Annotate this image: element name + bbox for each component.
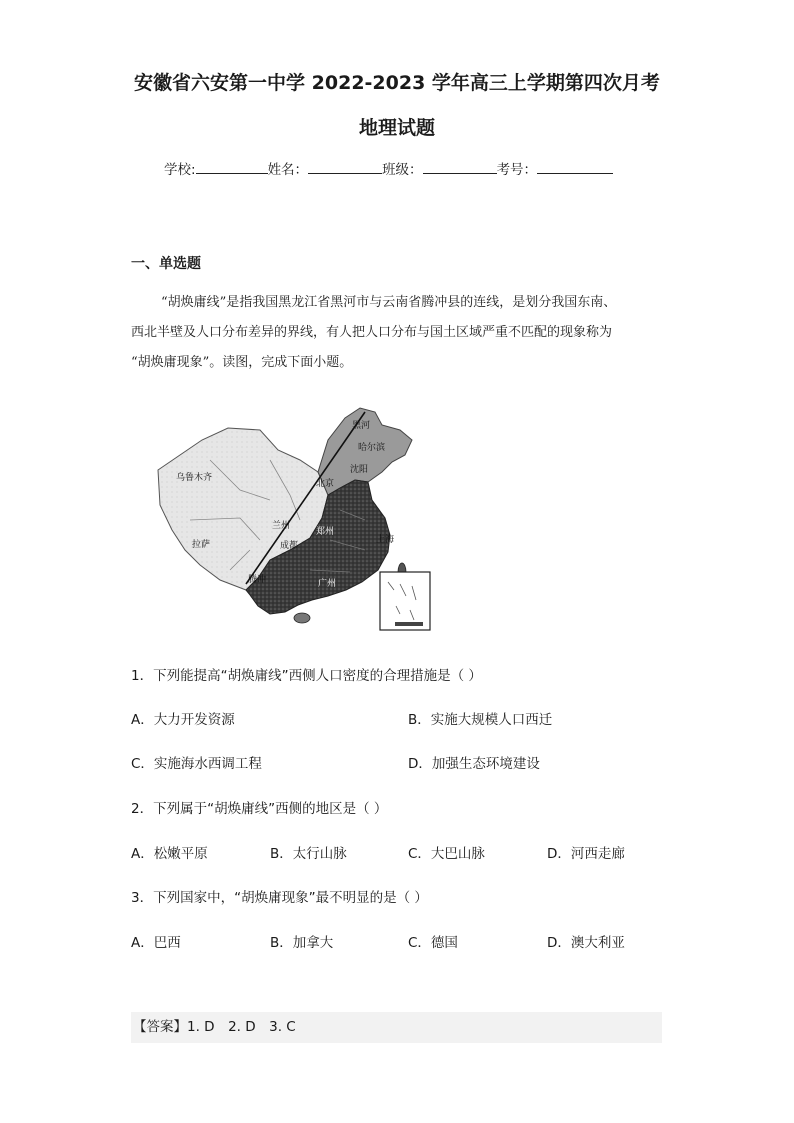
map-label-tengchong: 腾冲: [248, 575, 267, 585]
map-label-chengdu: 成都: [280, 541, 299, 551]
intro-line-1: “胡焕庸线”是指我国黑龙江省黑河市与云南省腾冲县的连线，是划分我国东南、: [161, 295, 617, 310]
map-label-guangzhou: 广州: [318, 579, 337, 589]
map-label-harbin: 哈尔滨: [358, 443, 386, 453]
map-label-lhasa: 拉萨: [192, 540, 211, 550]
china-map: [150, 400, 450, 632]
china-map-figure: [150, 400, 450, 632]
exam-subtitle: 地理试题: [358, 117, 435, 139]
section-title: 一、单选题: [131, 256, 201, 272]
number-label: 考号：: [496, 162, 538, 178]
exam-title: 安徽省六安第一中学 2022-2023 学年高三上学期第四次月考: [134, 72, 660, 94]
q1-option-b[interactable]: B．实施大规模人口西迁: [408, 712, 553, 728]
name-label: 姓名：: [267, 162, 309, 178]
map-label-heihe: 黑河: [352, 421, 371, 431]
map-label-shanghai: 上海: [376, 535, 395, 545]
q2-option-d[interactable]: D．河西走廊: [547, 846, 625, 862]
q2-option-a[interactable]: A．松嫩平原: [131, 846, 208, 862]
q1-option-c[interactable]: C．实施海水西调工程: [131, 756, 262, 772]
question-2-stem: 2．下列属于“胡焕庸线”西侧的地区是（ ）: [131, 801, 388, 817]
q3-option-c[interactable]: C．德国: [408, 935, 458, 951]
hainan-island: [294, 613, 310, 623]
class-field[interactable]: [423, 159, 497, 174]
intro-line-2: 西北半壁及人口分布差异的界线，有人把人口分布与国土区域严重不匹配的现象称为: [131, 325, 613, 340]
q2-option-c[interactable]: C．大巴山脉: [408, 846, 485, 862]
answer-box: [131, 1012, 662, 1043]
q1-option-a[interactable]: A．大力开发资源: [131, 712, 235, 728]
question-1-stem: 1．下列能提高“胡焕庸线”西侧人口密度的合理措施是（ ）: [131, 668, 482, 684]
map-label-lanzhou: 兰州: [272, 521, 291, 531]
south-china-sea-inset: [380, 572, 430, 630]
intro-paragraph: [131, 288, 671, 378]
student-info-row: [164, 158, 613, 178]
q1-option-d[interactable]: D．加强生态环境建设: [408, 756, 540, 772]
map-label-shenyang: 沈阳: [350, 465, 369, 475]
q3-option-b[interactable]: B．加拿大: [270, 935, 334, 951]
intro-line-3: “胡焕庸现象”。读图，完成下面小题。: [131, 355, 353, 370]
number-field[interactable]: [537, 159, 613, 174]
map-label-urumqi: 乌鲁木齐: [176, 473, 213, 483]
q3-option-a[interactable]: A．巴西: [131, 935, 181, 951]
answer-label: 【答案】: [133, 1019, 187, 1035]
map-label-zhengzhou: 郑州: [316, 527, 335, 537]
school-label: 学校:: [164, 162, 196, 178]
name-field[interactable]: [308, 159, 382, 174]
q2-option-b[interactable]: B．太行山脉: [270, 846, 347, 862]
school-field[interactable]: [196, 159, 268, 174]
question-3-stem: 3．下列国家中，“胡焕庸现象”最不明显的是（ ）: [131, 890, 428, 906]
q3-option-d[interactable]: D．澳大利亚: [547, 935, 625, 951]
class-label: 班级：: [382, 162, 423, 178]
answer-text: 1. D 2. D 3. C: [187, 1019, 296, 1035]
map-label-beijing: 北京: [316, 479, 335, 489]
